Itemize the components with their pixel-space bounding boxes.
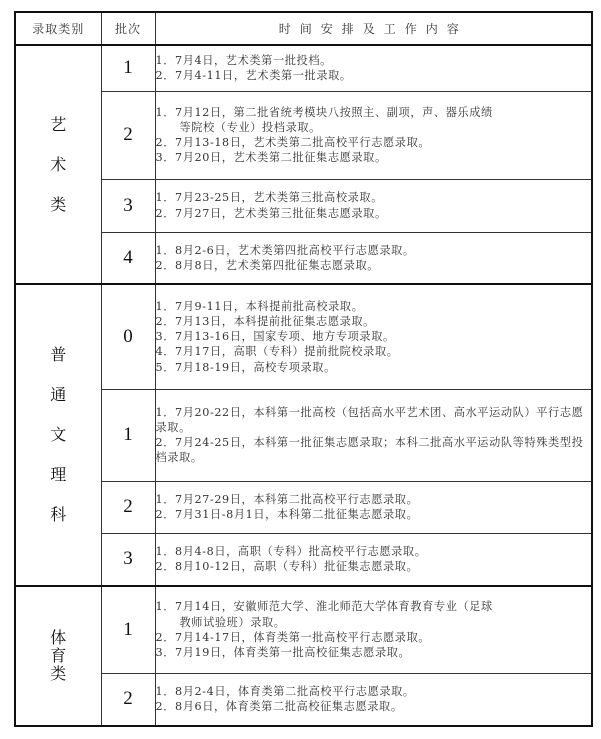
header-batch: 批次: [101, 12, 155, 45]
schedule-content: 1．8月2-6日，艺术类第四批高校平行志愿录取。 2．8月8日，艺术类第四批征集志愿录取。: [155, 232, 592, 284]
schedule-content: 1．7月23-25日，艺术类第三批高校录取。 2．7月27日，艺术类第三批征集志愿录取。: [155, 179, 592, 232]
schedule-content: 1．7月27-29日，本科第二批高校平行志愿录取。 2．7月31日-8月1日，本科第二批征集志愿录取。: [155, 481, 592, 533]
batch-number: 2: [101, 481, 155, 533]
batch-number: 3: [101, 179, 155, 232]
table-row: [15, 179, 592, 232]
batch-number: 4: [101, 232, 155, 284]
table-row: [15, 533, 592, 586]
batch-number: 2: [101, 673, 155, 726]
category-pe: 体育类: [15, 586, 101, 726]
schedule-content: 1．7月9-11日，本科提前批高校录取。 2．7月13日，本科提前批征集志愿录取。 3．7月13-16日，国家专项、地方专项录取。 4．7月17日，高职（专科）提前批院校录取。 5．7月18-19日，高校专项录取。: [155, 284, 592, 389]
batch-number: 1: [101, 586, 155, 673]
table-row: [15, 45, 592, 91]
table-row: [15, 232, 592, 284]
table-row: [15, 389, 592, 481]
schedule-content: 1．8月2-4日，体育类第二批高校平行志愿录取。 2．8月6日，体育类第二批高校征集志愿录取。: [155, 673, 592, 726]
table-row: [15, 673, 592, 726]
header-category: 录取类别: [15, 12, 101, 45]
batch-number: 0: [101, 284, 155, 389]
schedule-content: 1．7月20-22日，本科第一批高校（包括高水平艺术团、高水平运动队）平行志愿录取。 2．7月24-25日，本科第一批征集志愿录取；本科二批高水平运动队等特殊类型投档录取。: [155, 389, 592, 481]
batch-number: 1: [101, 389, 155, 481]
batch-number: 2: [101, 91, 155, 179]
category-art: 艺术类: [15, 45, 101, 284]
schedule-content: 1．7月4日，艺术类第一批投档。 2．7月4-11日，艺术类第一批录取。: [155, 45, 592, 91]
schedule-content: 1．7月14日，安徽师范大学、淮北师范大学体育教育专业（足球 教师试验班）录取。 2．7月14-17日，体育类第一批高校平行志愿录取。 3．7月19日，体育类第一批高校征集志愿录取。: [155, 586, 592, 673]
table-row: [15, 481, 592, 533]
schedule-content: 1．7月12日，第二批省统考模块八按照主、副项，声、器乐成绩 等院校（专业）投档录取。 2．7月13-18日，艺术类第二批高校平行志愿录取。 3．7月20日，艺术类第二批征集志愿录取。: [155, 91, 592, 179]
table-row: [15, 91, 592, 179]
category-general: 普通文理科: [15, 284, 101, 586]
admission-schedule-table: [14, 11, 593, 727]
batch-number: 1: [101, 45, 155, 91]
batch-number: 3: [101, 533, 155, 586]
header-content: 时间安排及工作内容: [155, 12, 592, 45]
schedule-content: 1．8月4-8日，高职（专科）批高校平行志愿录取。 2．8月10-12日，高职（专科）批征集志愿录取。: [155, 533, 592, 586]
header-row: [15, 12, 592, 45]
table-row: [15, 284, 592, 389]
table-row: [15, 586, 592, 673]
